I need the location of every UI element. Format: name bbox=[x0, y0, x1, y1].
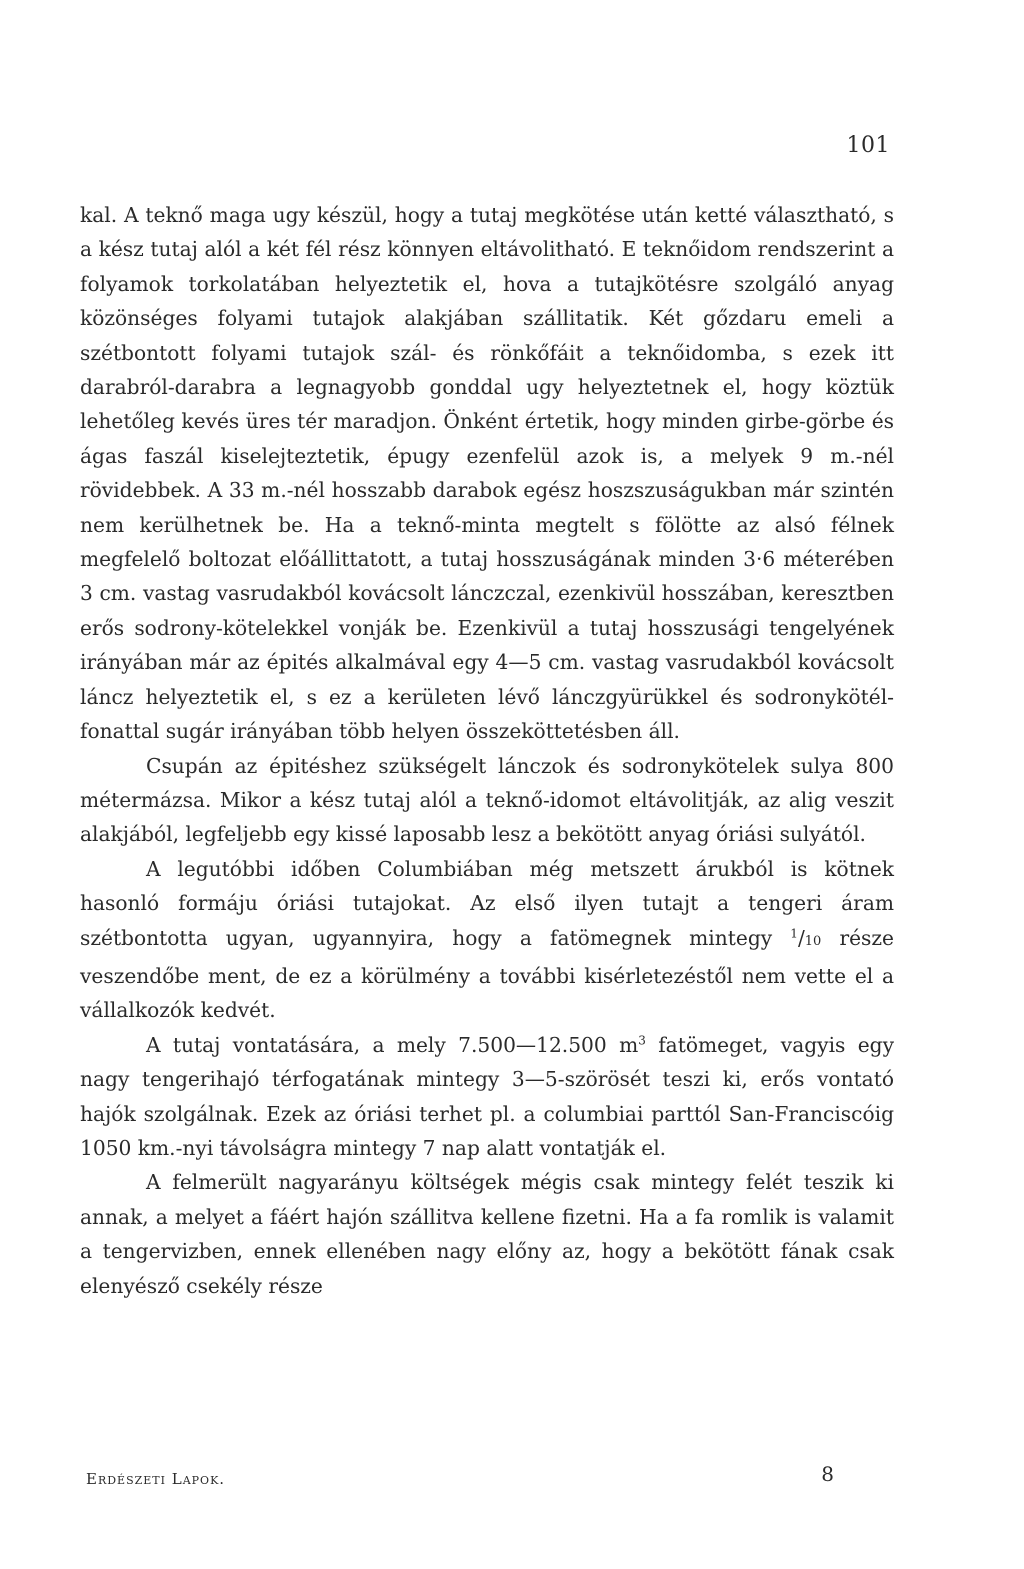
body-text bbox=[80, 198, 894, 1303]
text-run: Csupán az épitéshez szükségelt lánczok és sodronykötelek sulya 800 métermázsa. Mikor a kész tutaj alól a teknő-idomot eltávolitják, az alig veszit alakjából, legfeljebb egy kissé laposabb lesz a bekötött anyag óriási sulyától. bbox=[80, 753, 894, 847]
paragraph bbox=[80, 1028, 894, 1166]
fraction-numerator: 1 bbox=[790, 925, 798, 940]
paragraph bbox=[80, 852, 894, 1028]
page-number: 101 bbox=[846, 133, 890, 158]
superscript: 3 bbox=[638, 1033, 646, 1048]
text-run: A tutaj vontatására, a mely 7.500—12.500 m bbox=[146, 1032, 639, 1057]
text-run: fatömeget, vagyis egy nagy tengerihajó térfogatának mintegy 3—5-szörösét teszi ki, erős vontató hajók szolgálnak. Ezek az óriási terhet pl. a columbiai parttól San-Franciscóig 1050 km.-nyi távolságra mintegy 7 nap alatt vontatják el. bbox=[80, 1032, 895, 1160]
page-footer bbox=[80, 1462, 894, 1496]
text-run: A felmerült nagyarányu költségek mégis csak mintegy felét teszik ki annak, a melyet a fáért hajón szállitva kellene fizetni. Ha a fa romlik is valamit a tengervizben, ennek ellenében nagy előny az, hogy a bekötött fának csak elenyésző csekély része bbox=[80, 1170, 894, 1298]
text-run: A legutóbbi időben Columbiában még metszett árukból is kötnek hasonló formáju óriási tutajokat. Az első ilyen tutajt a tengeri áram szétbontotta ugyan, ugyannyira, hogy a fatömegnek mintegy bbox=[80, 856, 894, 950]
fraction-denominator: 10 bbox=[804, 933, 822, 949]
text-run: kal. A teknő maga ugy készül, hogy a tutaj megkötése után ketté választható, s a kész tutaj alól a két fél rész könnyen eltávolitható. E teknőidom rendszerint a folyamok torkolatában helyeztetik el, hova a tutajkötésre szolgáló anyag közönséges folyami tutajok alakjában szállitatik. Két gőzdaru emeli a szétbontott folyami tutajok szál- és rönkőfáit a teknőidomba, s ezek itt darabról-darabra a legnagyobb gonddal ugy helyeztetnek el, hogy köztük lehetőleg kevés üres tér maradjon. Önként értetik, hogy minden girbe-görbe és ágas faszál kiselejteztetik, épugy ezenfelül azok is, a melyek 9 m.-nél rövidebbek. A 33 m.-nél hosszabb darabok egész hoszszuságukban már szintén nem kerülhetnek be. Ha a teknő-minta megtelt s fölötte az alsó félnek megfelelő boltozat előállittatott, a tutaj hosszuságának minden 3·6 méterében 3 cm. vastag vasrudakból kovácsolt lánczczal, ezenkivül hosszában, keresztben erős sodrony-kötelekkel vonják be. Ezenkivül a tutaj hosszusági tengelyének irányában már az épités alkalmával egy 4—5 cm. vastag vasrudakból kovácsolt láncz helyeztetik el, s ez a kerületen lévő lánczgyürükkel és sodronykötél-fonattal sugár irányában több helyen összeköttetésben áll. bbox=[80, 203, 894, 744]
paragraph bbox=[80, 198, 894, 749]
paragraph bbox=[80, 1165, 894, 1303]
fraction-slash: / bbox=[797, 925, 805, 950]
text-run: része veszendőbe ment, de ez a körülmény a további kisérletezéstől nem vette el a vállalkozók kedvét. bbox=[80, 925, 894, 1023]
sheet-signature: 8 bbox=[821, 1462, 834, 1486]
paragraph bbox=[80, 749, 894, 852]
journal-title: Erdészeti Lapok. bbox=[86, 1470, 226, 1488]
